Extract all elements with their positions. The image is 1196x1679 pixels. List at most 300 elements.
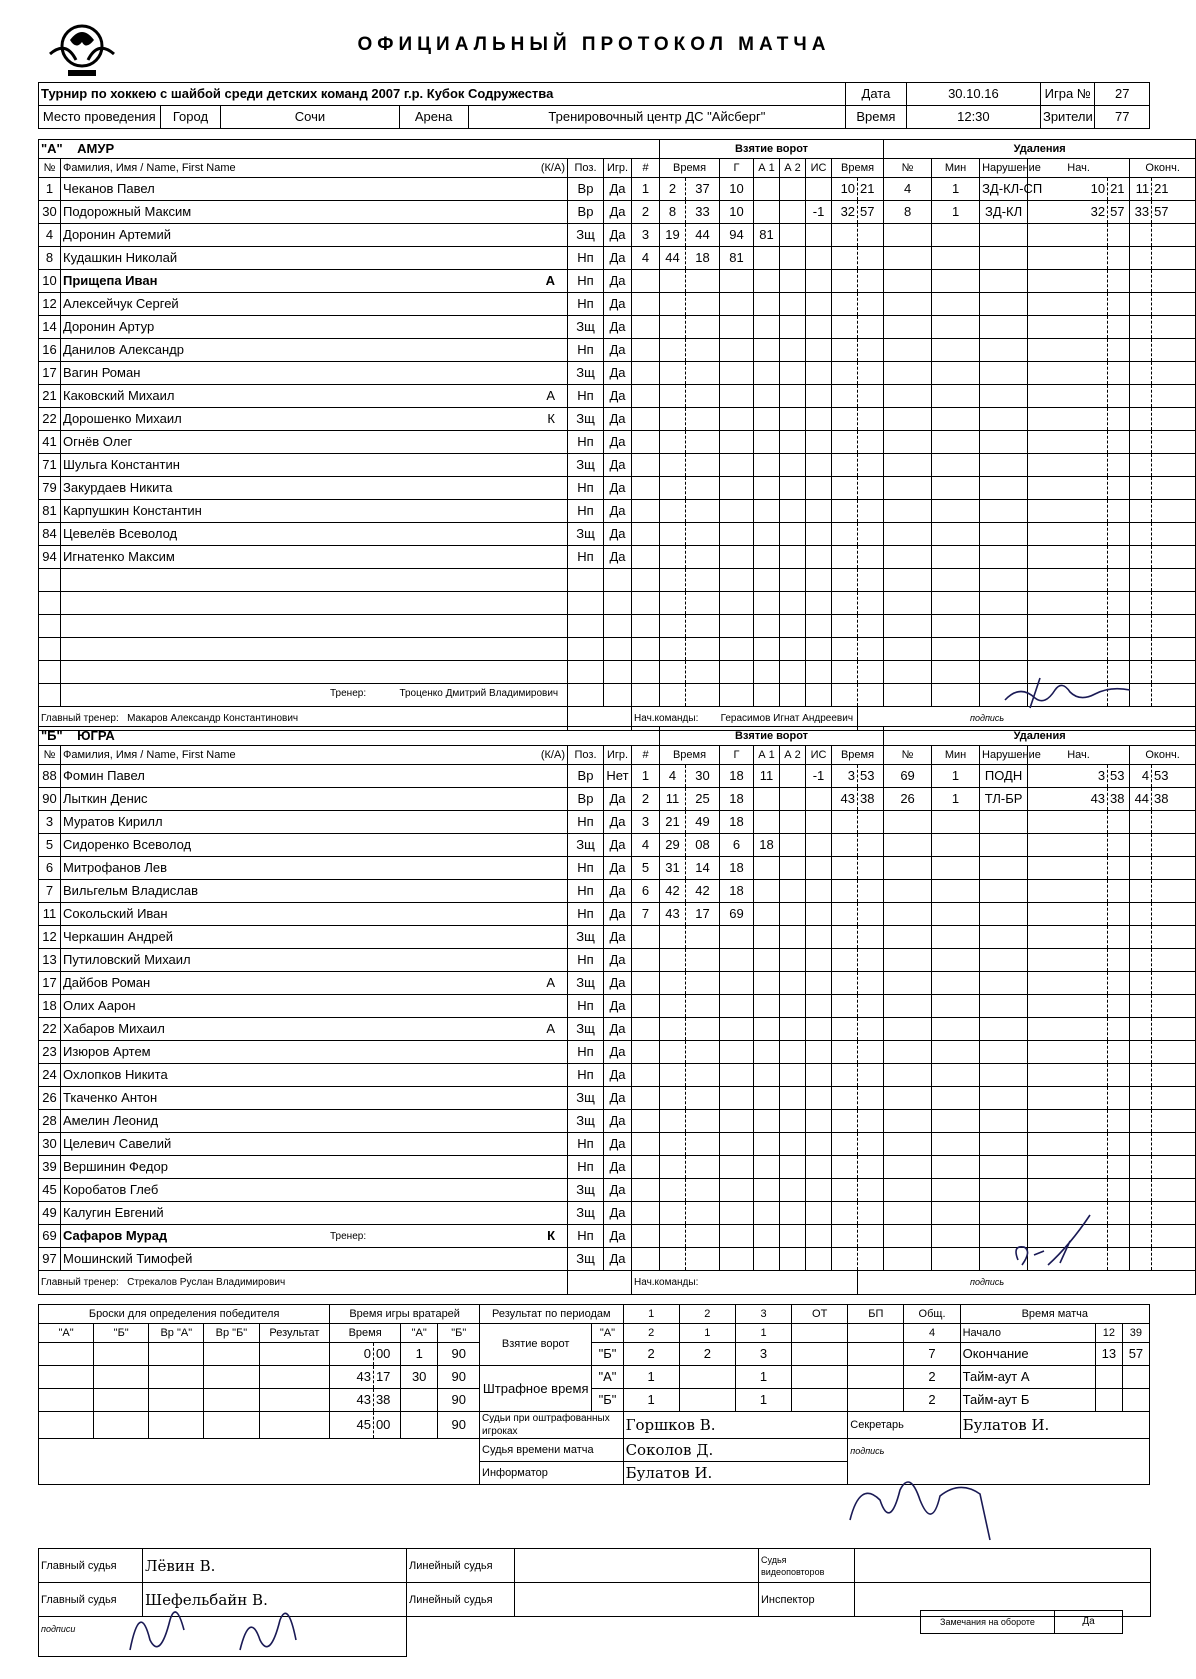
secretary-signature (840, 1460, 1040, 1550)
goal-situation (806, 811, 832, 834)
goals-a-label: "А" (592, 1324, 623, 1343)
pen-end-min: 44 (1130, 788, 1152, 811)
goal-second: 30 (686, 765, 720, 788)
goal-number: 2 (632, 201, 660, 224)
goal-assist2 (780, 765, 806, 788)
goal-minute: 4 (660, 765, 686, 788)
goal-assist2 (780, 178, 806, 201)
player-number: 5 (39, 834, 61, 857)
player-played: Да (604, 293, 632, 316)
pim-b-p2 (679, 1389, 735, 1412)
goalie-col-a: "А" (400, 1324, 437, 1343)
goal-number: 6 (632, 880, 660, 903)
player-played: Да (604, 857, 632, 880)
goal-second: 17 (686, 903, 720, 926)
periods-title: Результат по периодам (480, 1305, 624, 1324)
goal-assist2 (780, 247, 806, 270)
start-minutes: 39 (1122, 1324, 1149, 1343)
pen-player: 4 (884, 178, 932, 201)
pen-violation: ЗД-КЛ-СП (980, 178, 1028, 201)
team_b-col-goal-num: # (632, 746, 660, 765)
goal-assist2 (780, 811, 806, 834)
team_b-sign-cell: подпись (858, 1271, 1196, 1295)
team_b-player-row (39, 949, 1196, 972)
team_b-goals-title: Взятие ворот (660, 727, 884, 746)
period-3-header: 3 (735, 1305, 791, 1324)
goals-b-p2: 2 (679, 1343, 735, 1366)
pim-a-p2 (679, 1366, 735, 1389)
team_a-player-row (39, 247, 1196, 270)
player-played: Да (604, 1133, 632, 1156)
player-played: Да (604, 1018, 632, 1041)
goalie-row-3-min: 43 (330, 1389, 374, 1412)
player-played: Да (604, 788, 632, 811)
team_a-player-row (39, 224, 1196, 247)
goal-scorer: 6 (720, 834, 754, 857)
pen-end-sec: 38 (1152, 788, 1196, 811)
player-played: Да (604, 1225, 632, 1248)
player-position: Нп (568, 385, 604, 408)
player-played: Да (604, 178, 632, 201)
team_a-team-chief: Нач.команды: Герасимов Игнат Андреевич (632, 707, 858, 731)
player-played: Да (604, 500, 632, 523)
player-name: Чеканов Павел (61, 178, 568, 201)
spectators-label: Зрители (1040, 106, 1095, 129)
team_a-player-row (39, 615, 1196, 638)
team_a-player-row (39, 316, 1196, 339)
team_b-col-pos: Поз. (568, 746, 604, 765)
time-label: Время (846, 106, 907, 129)
pen-minutes: 1 (932, 201, 980, 224)
player-name: Целевич Савелий (61, 1133, 568, 1156)
player-position: Нп (568, 546, 604, 569)
pen-end-min: 4 (1130, 765, 1152, 788)
pim-b-p1: 1 (623, 1389, 679, 1412)
player-number: 79 (39, 477, 61, 500)
player-position: Зщ (568, 408, 604, 431)
player-position: Нп (568, 431, 604, 454)
player-played: Да (604, 431, 632, 454)
team_a-player-row (39, 569, 1196, 592)
secretary-value: Булатов И. (960, 1412, 1149, 1439)
player-position: Зщ (568, 523, 604, 546)
player-name: Подорожный Максим (61, 201, 568, 224)
player-name: Хабаров Михаил А (61, 1018, 568, 1041)
goal-assist1 (754, 201, 780, 224)
team_a-col-violation: Нарушение (980, 159, 1028, 178)
goalie-row-2-sec: 17 (373, 1366, 400, 1389)
player-number: 84 (39, 523, 61, 546)
goalie-row-4-a (400, 1412, 437, 1439)
player-number: 22 (39, 1018, 61, 1041)
city-label: Город (160, 106, 221, 129)
player-role: А (546, 1021, 555, 1036)
goal-situation: -1 (806, 765, 832, 788)
pen-minute: 10 (832, 178, 858, 201)
team_a-goals-title: Взятие ворот (660, 140, 884, 159)
goalie-row-2-a: 30 (400, 1366, 437, 1389)
player-played: Да (604, 316, 632, 339)
start-hours: 12 (1095, 1324, 1122, 1343)
pim-a-ot (792, 1366, 848, 1389)
player-number: 14 (39, 316, 61, 339)
arena-value: Тренировочный центр ДС "Айсберг" (468, 106, 845, 129)
goal-second: 37 (686, 178, 720, 201)
goal-second: 14 (686, 857, 720, 880)
timeout-b-label: Тайм-аут Б (960, 1389, 1095, 1412)
player-played: Да (604, 1087, 632, 1110)
player-number: 7 (39, 880, 61, 903)
player-position: Нп (568, 270, 604, 293)
start-label: Начало (960, 1324, 1095, 1343)
pim-a-total: 2 (904, 1366, 960, 1389)
match-header (38, 82, 1150, 129)
player-number: 69 (39, 1225, 61, 1248)
match-time-title: Время матча (960, 1305, 1149, 1324)
team_b-col-goal-scorer: Г (720, 746, 754, 765)
player-number: 4 (39, 224, 61, 247)
player-played: Да (604, 926, 632, 949)
goals-b-p1: 2 (623, 1343, 679, 1366)
goal-assist2 (780, 201, 806, 224)
team_a-player-row (39, 500, 1196, 523)
player-name: Сокольский Иван (61, 903, 568, 926)
goal-second: 18 (686, 247, 720, 270)
goal-scorer: 18 (720, 765, 754, 788)
player-played: Да (604, 385, 632, 408)
player-position: Зщ (568, 1018, 604, 1041)
goal-scorer: 94 (720, 224, 754, 247)
team_a-col-goal-time: Время (660, 159, 720, 178)
player-number: 10 (39, 270, 61, 293)
goal-number: 1 (632, 178, 660, 201)
team-b-signature (1010, 1205, 1120, 1275)
player-position: Нп (568, 477, 604, 500)
goal-number: 3 (632, 224, 660, 247)
goalie-row-3-b: 90 (438, 1389, 480, 1412)
pim-a-p1: 1 (623, 1366, 679, 1389)
team-a-signature (1000, 672, 1140, 712)
player-played: Да (604, 972, 632, 995)
player-played: Да (604, 477, 632, 500)
team_b-col-name: Фамилия, Имя / Name, First Name (К/А) (61, 746, 568, 765)
pen-minute: 32 (832, 201, 858, 224)
goalie-row-2-b: 90 (438, 1366, 480, 1389)
goal-second: 44 (686, 224, 720, 247)
player-number: 1 (39, 178, 61, 201)
goal-minute: 43 (660, 903, 686, 926)
team_b-player-row (39, 1041, 1196, 1064)
pen-end-sec: 57 (1152, 201, 1196, 224)
team_b-coach-label-cell (568, 1271, 632, 1295)
team_a-player-row (39, 454, 1196, 477)
pim-a-label: "А" (592, 1366, 623, 1389)
pen-start-min: 32 (1028, 201, 1108, 224)
player-number: 28 (39, 1110, 61, 1133)
team_b-player-row (39, 972, 1196, 995)
player-position: Нп (568, 857, 604, 880)
goal-second: 42 (686, 880, 720, 903)
goal-assist2 (780, 224, 806, 247)
goal-assist1 (754, 178, 780, 201)
player-position: Нп (568, 903, 604, 926)
pen-start-min: 10 (1028, 178, 1108, 201)
team_a-sign-cell: подпись (858, 707, 1196, 731)
team_b-player-row (39, 1133, 1196, 1156)
player-number: 12 (39, 926, 61, 949)
goals-b-total: 7 (904, 1343, 960, 1366)
penalty-judges-value: Горшков В. (623, 1412, 848, 1439)
player-played: Да (604, 408, 632, 431)
pen-start-min: 43 (1028, 788, 1108, 811)
player-name: Вильгельм Владислав (61, 880, 568, 903)
player-name: Калугин Евгений (61, 1202, 568, 1225)
period-2-header: 2 (679, 1305, 735, 1324)
pen-start-min: 3 (1028, 765, 1108, 788)
goalie-row-3-sec: 38 (373, 1389, 400, 1412)
player-name: Алексейчук Сергей (61, 293, 568, 316)
player-number: 17 (39, 362, 61, 385)
player-position: Вр (568, 201, 604, 224)
period-bp-header: БП (848, 1305, 904, 1324)
goalie-row-1-b: 90 (438, 1343, 480, 1366)
pen-end-sec: 21 (1152, 178, 1196, 201)
team_b-player-row (39, 903, 1196, 926)
player-played: Да (604, 995, 632, 1018)
player-name: Охлопков Никита (61, 1064, 568, 1087)
team_a-player-row (39, 546, 1196, 569)
pim-a-p3: 1 (735, 1366, 791, 1389)
player-number: 16 (39, 339, 61, 362)
informer-label: Информатор (480, 1462, 624, 1485)
goal-assist2 (780, 834, 806, 857)
date-value: 30.10.16 (906, 83, 1040, 106)
spectators-value: 77 (1095, 106, 1150, 129)
player-position: Зщ (568, 1087, 604, 1110)
player-number: 81 (39, 500, 61, 523)
game-number: 27 (1095, 83, 1150, 106)
goal-minute: 21 (660, 811, 686, 834)
team_a-player-row (39, 477, 1196, 500)
goal-assist1 (754, 247, 780, 270)
player-position: Зщ (568, 362, 604, 385)
team_a-col-pen-min: Мин (932, 159, 980, 178)
goal-scorer: 18 (720, 857, 754, 880)
player-played: Да (604, 523, 632, 546)
goal-assist1: 11 (754, 765, 780, 788)
goal-scorer: 18 (720, 880, 754, 903)
player-name: Путиловский Михаил (61, 949, 568, 972)
player-name: Сидоренко Всеволод (61, 834, 568, 857)
player-position: Зщ (568, 1179, 604, 1202)
goals-a-p1: 2 (623, 1324, 679, 1343)
linesman2-label: Линейный судья (407, 1583, 515, 1617)
team_b-player-row (39, 995, 1196, 1018)
period-ot-header: ОТ (792, 1305, 848, 1324)
player-played: Да (604, 1110, 632, 1133)
goal-assist2 (780, 857, 806, 880)
team_b-head-coach: Главный тренер: Стрекалов Руслан Владимирович (39, 1271, 568, 1295)
player-number: 39 (39, 1156, 61, 1179)
pen-end-min: 11 (1130, 178, 1152, 201)
player-number: 17 (39, 972, 61, 995)
player-played: Да (604, 1041, 632, 1064)
team_a-player-row (39, 178, 1196, 201)
ref1-value: Лёвин В. (143, 1549, 407, 1583)
goal-situation (806, 178, 832, 201)
team_b-player-row (39, 926, 1196, 949)
player-name: Вершинин Федор (61, 1156, 568, 1179)
player-played: Да (604, 811, 632, 834)
goal-assist1 (754, 811, 780, 834)
player-position: Вр (568, 788, 604, 811)
goal-scorer: 81 (720, 247, 754, 270)
pen-start-sec: 21 (1108, 178, 1130, 201)
player-name: Митрофанов Лев (61, 857, 568, 880)
team_a-player-row (39, 293, 1196, 316)
player-role: К (547, 411, 555, 426)
goal-situation (806, 903, 832, 926)
secretary-sign-label: подпись (850, 1446, 885, 1456)
goalie-col-time: Время (330, 1324, 401, 1343)
goal-scorer: 10 (720, 201, 754, 224)
player-played: Да (604, 1202, 632, 1225)
goal-assist1: 81 (754, 224, 780, 247)
player-position: Нп (568, 339, 604, 362)
shootout-title: Броски для определения победителя (39, 1305, 330, 1324)
goal-number: 3 (632, 811, 660, 834)
page-title: ОФИЦИАЛЬНЫЙ ПРОТОКОЛ МАТЧА (357, 34, 831, 55)
player-position: Зщ (568, 1110, 604, 1133)
player-number: 49 (39, 1202, 61, 1225)
player-name: Мошинский Тимофей (61, 1248, 568, 1271)
goal-assist2 (780, 788, 806, 811)
player-position: Вр (568, 178, 604, 201)
team_a-col-a1: А 1 (754, 159, 780, 178)
player-number: 88 (39, 765, 61, 788)
player-position: Нп (568, 1041, 604, 1064)
ref-signs-label: подписи (41, 1624, 76, 1634)
team_b-player-row (39, 1156, 1196, 1179)
team_a-player-row (39, 270, 1196, 293)
player-number: 30 (39, 201, 61, 224)
pen-player: 26 (884, 788, 932, 811)
pim-label: Штрафное время (480, 1366, 592, 1412)
goal-second: 08 (686, 834, 720, 857)
pen-minutes: 1 (932, 178, 980, 201)
team_b-col-pen-num: № (884, 746, 932, 765)
goalie-row-4-min: 45 (330, 1412, 374, 1439)
player-position: Нп (568, 995, 604, 1018)
goal-number: 5 (632, 857, 660, 880)
goal-situation (806, 834, 832, 857)
goals-label: Взятие ворот (480, 1324, 592, 1366)
timeout-a-label: Тайм-аут А (960, 1366, 1095, 1389)
player-number: 41 (39, 431, 61, 454)
player-played: Да (604, 546, 632, 569)
team_a-col-pen-end: Оконч. (1130, 159, 1196, 178)
team_b-player-row (39, 880, 1196, 903)
end-hours: 13 (1095, 1343, 1122, 1366)
goal-assist1 (754, 903, 780, 926)
player-position: Нп (568, 293, 604, 316)
team_a-col-pen-time: Время (832, 159, 884, 178)
player-position: Зщ (568, 972, 604, 995)
shootout-col-b: "Б" (94, 1324, 149, 1343)
player-number: 21 (39, 385, 61, 408)
goal-situation (806, 788, 832, 811)
player-played: Да (604, 224, 632, 247)
team_a-team-title: "А" АМУР (39, 140, 660, 159)
goalie-time-title: Время игры вратарей (330, 1305, 480, 1324)
goals-b-bp (848, 1343, 904, 1366)
summary-section (38, 1304, 1150, 1485)
player-number: 11 (39, 903, 61, 926)
player-played: Да (604, 949, 632, 972)
team_b-player-row (39, 1110, 1196, 1133)
goal-situation (806, 247, 832, 270)
player-name: Олих Аарон (61, 995, 568, 1018)
pen-violation: ЗД-КЛ (980, 201, 1028, 224)
team_a-coach: Тренер: Троценко Дмитрий Владимирович (330, 688, 559, 699)
pim-b-label: "Б" (592, 1389, 623, 1412)
goals-a-bp (848, 1324, 904, 1343)
pen-minute: 43 (832, 788, 858, 811)
player-name: Коробатов Глеб (61, 1179, 568, 1202)
goal-assist1 (754, 857, 780, 880)
goals-b-label: "Б" (592, 1343, 623, 1366)
city-value: Сочи (221, 106, 399, 129)
linesman1-label: Линейный судья (407, 1549, 515, 1583)
goal-minute: 29 (660, 834, 686, 857)
goals-a-ot (792, 1324, 848, 1343)
pen-player: 69 (884, 765, 932, 788)
team_a-col-a2: А 2 (780, 159, 806, 178)
goal-scorer: 69 (720, 903, 754, 926)
team_a-col-pen-start: Нач. (1028, 159, 1130, 178)
arena-label: Арена (399, 106, 468, 129)
player-played: Да (604, 1248, 632, 1271)
team_b-col-is: ИС (806, 746, 832, 765)
date-label: Дата (846, 83, 907, 106)
goalie-row-1-a: 1 (400, 1343, 437, 1366)
goal-scorer: 10 (720, 178, 754, 201)
player-number: 22 (39, 408, 61, 431)
player-position: Зщ (568, 224, 604, 247)
goal-situation (806, 880, 832, 903)
notes-value: Да (1055, 1611, 1123, 1634)
team_a-player-row (39, 201, 1196, 224)
player-name: Сафаров Мурад К (61, 1225, 568, 1248)
team_b-player-row (39, 788, 1196, 811)
goal-assist2 (780, 903, 806, 926)
player-name: Вагин Роман (61, 362, 568, 385)
player-name: Лыткин Денис (61, 788, 568, 811)
team_a-player-row (39, 638, 1196, 661)
penalty-judges-label: Судьи при оштрафованных игроках (480, 1412, 624, 1439)
player-played: Да (604, 1064, 632, 1087)
goal-number: 4 (632, 834, 660, 857)
goal-second: 25 (686, 788, 720, 811)
goal-scorer: 18 (720, 811, 754, 834)
end-label: Окончание (960, 1343, 1095, 1366)
end-minutes: 57 (1122, 1343, 1149, 1366)
shootout-col-a: "А" (39, 1324, 94, 1343)
player-name: Дайбов Роман А (61, 972, 568, 995)
player-number: 24 (39, 1064, 61, 1087)
player-position: Зщ (568, 1202, 604, 1225)
team_b-player-row (39, 811, 1196, 834)
